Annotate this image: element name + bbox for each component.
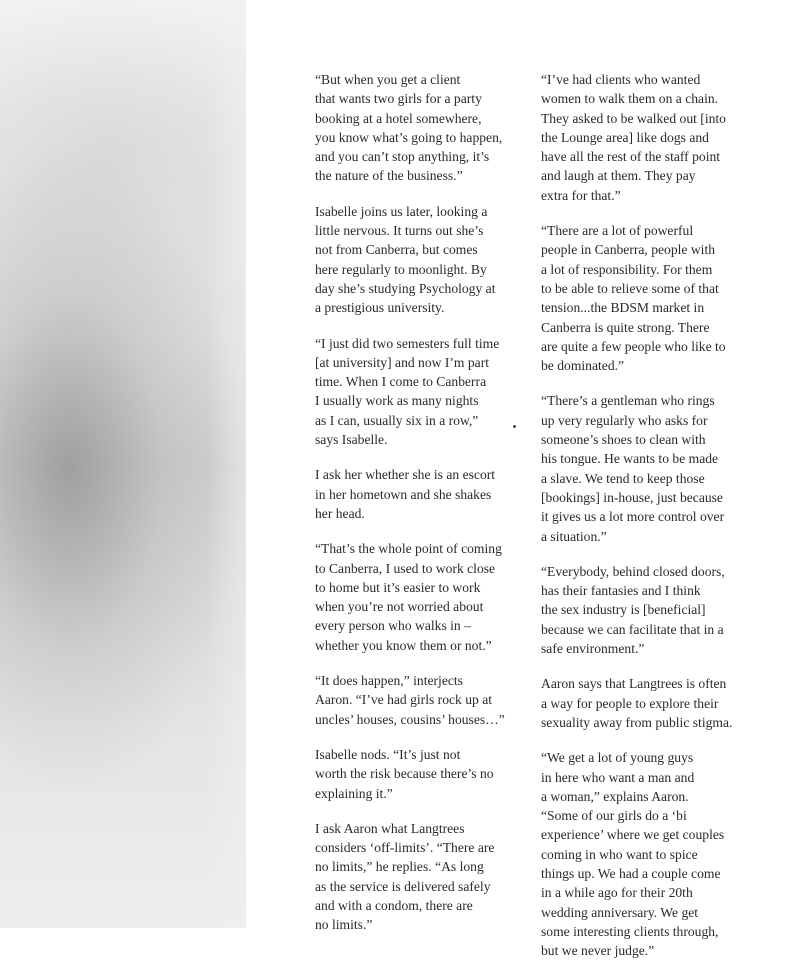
left-text-column bbox=[315, 70, 527, 951]
blurred-photo bbox=[0, 0, 246, 928]
paragraph: Aaron says that Langtrees is often a way for people to explore their sexuality away from public stigma. bbox=[541, 676, 733, 730]
right-text-column bbox=[541, 70, 739, 976]
paragraph: “But when you get a client that wants two girls for a party booking at a hotel somewhere, you know what’s going to happen, and you can’t stop anything, it’s the nature of the business.” bbox=[315, 72, 503, 184]
paragraph: “I just did two semesters full time [at university] and now I’m part time. When I come to Canberra I usually work as many nights as I can, usually six in a row,” says Isabelle. bbox=[315, 335, 500, 448]
paragraph: “There are a lot of powerful people in Canberra, people with a lot of responsibility. For them to be able to relieve some of that tension...the BDSM market in Canberra is quite strong. There are quite a few people who like to be dominated.” bbox=[541, 223, 726, 374]
paragraph: I ask her whether she is an escort in her hometown and she shakes her head. bbox=[315, 467, 496, 521]
paragraph: “I’ve had clients who wanted women to walk them on a chain. They asked to be walked out [into the Lounge area] like dogs and have all the rest of the staff point and laugh at them. They pay extra for that.” bbox=[541, 72, 726, 203]
paragraph: “We get a lot of young guys in here who want a man and a woman,” explains Aaron. “Some of our girls do a ‘bi experience’ where we get couples coming in who want to spice things up. We had a couple come in a while ago for their 20th wedding anniversary. We get some interesting clients through, but we never judge.” bbox=[541, 750, 725, 959]
paragraph: Isabelle joins us later, looking a little nervous. It turns out she’s not from Canberra, but comes here regularly to moonlight. By day she’s studying Psychology at a prestigious university. bbox=[315, 203, 496, 316]
paragraph: I ask Aaron what Langtrees considers ‘off-limits’. “There are no limits,” he replies. “As long as the service is delivered safely and with a condom, there are no limits.” bbox=[315, 820, 495, 933]
paragraph: “That’s the whole point of coming to Canberra, I used to work close to home but it’s easier to work when you’re not worried about every person who walks in – whether you know them or not.” bbox=[315, 541, 502, 653]
paragraph: Isabelle nods. “It’s just not worth the risk because there’s no explaining it.” bbox=[315, 746, 494, 801]
paragraph: “Everybody, behind closed doors, has their fantasies and I think the sex industry is [beneficial] because we can facilitate that in a safe environment.” bbox=[541, 563, 725, 657]
paragraph: “It does happen,” interjects Aaron. “I’ve had girls rock up at uncles’ houses, cousins’ houses…” bbox=[315, 673, 505, 727]
paragraph: “There’s a gentleman who rings up very regularly who asks for someone’s shoes to clean with his tongue. He wants to be made a slave. We tend to keep those [bookings] in-house, just because it gives us a lot more control over a situation.” bbox=[541, 393, 725, 544]
